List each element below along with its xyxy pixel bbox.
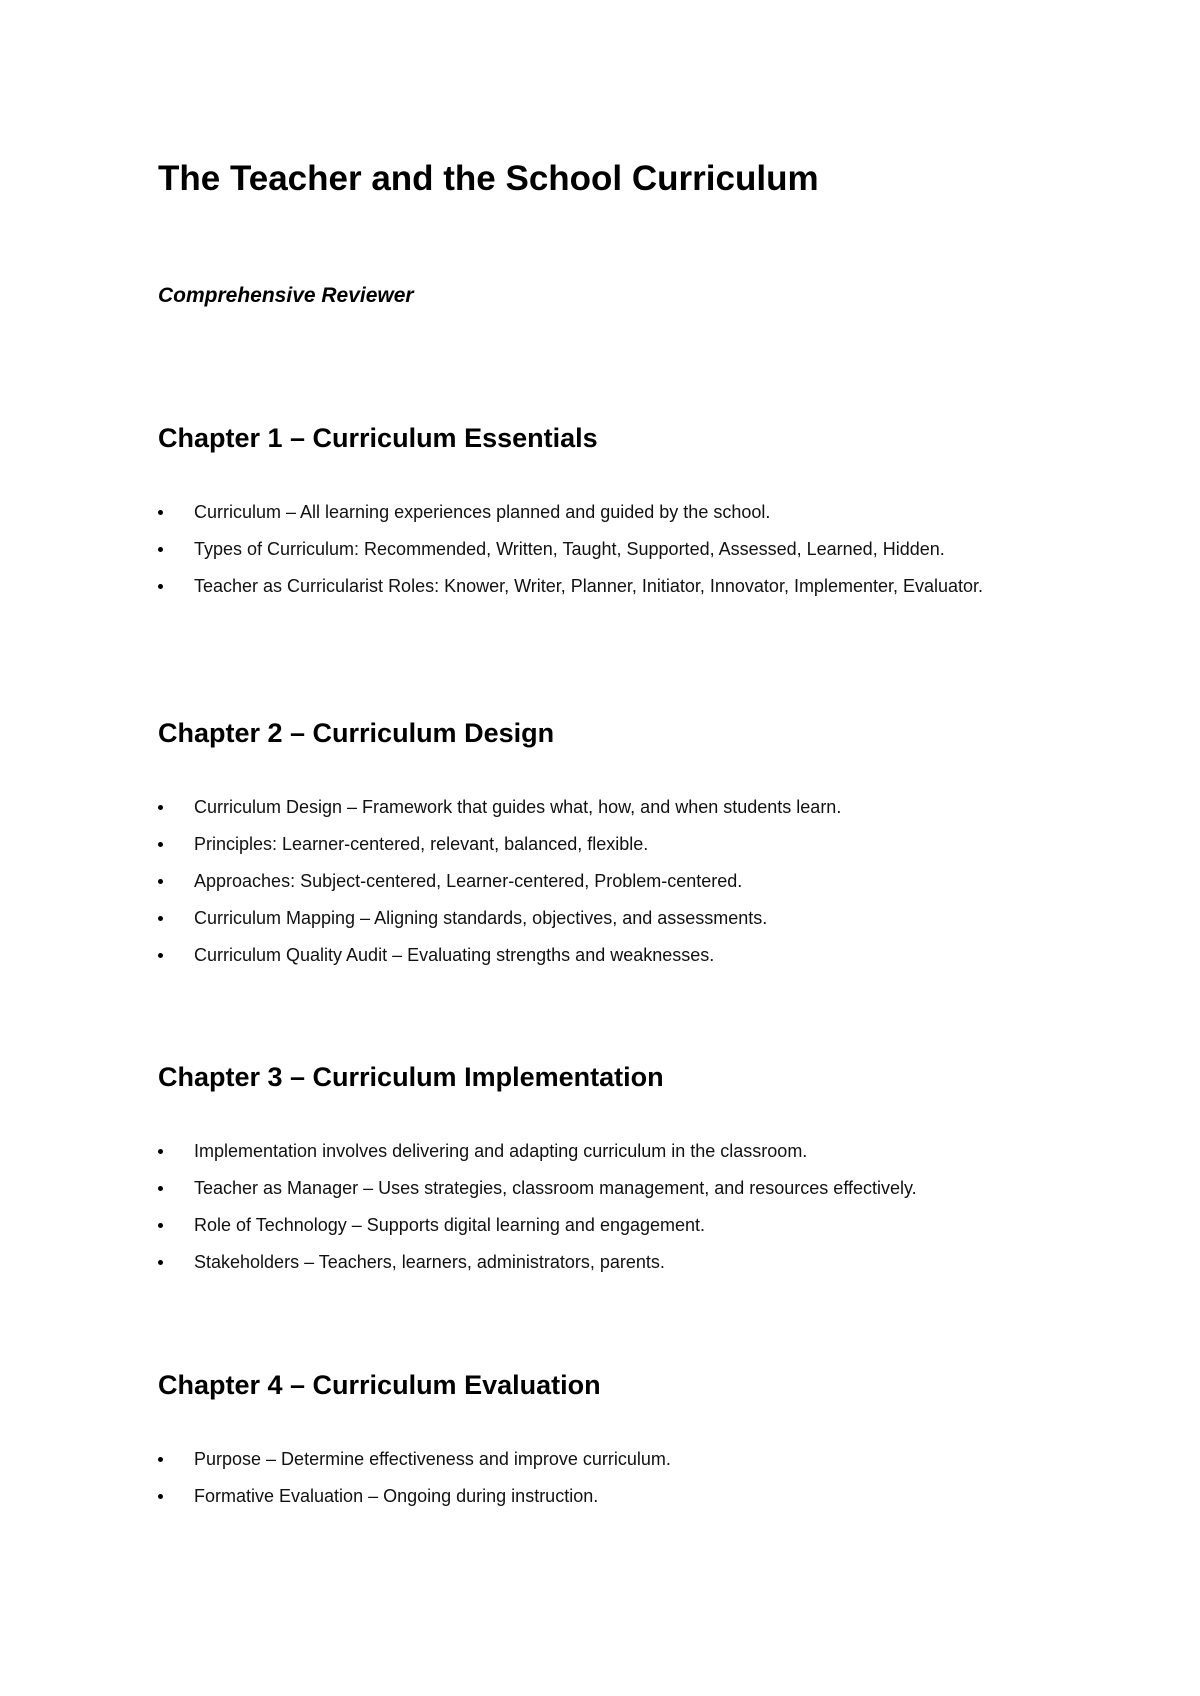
bullet-icon xyxy=(158,953,163,958)
chapter-heading: Chapter 2 – Curriculum Design xyxy=(158,718,555,748)
chapter-heading: Chapter 1 – Curriculum Essentials xyxy=(158,423,598,453)
bullet-icon xyxy=(158,1149,163,1154)
list-item xyxy=(158,1140,1058,1163)
list-item xyxy=(158,796,1058,819)
bullet-icon xyxy=(158,1186,163,1191)
document-subtitle: Comprehensive Reviewer xyxy=(158,284,414,307)
list-item xyxy=(158,870,1058,893)
chapter-heading: Chapter 3 – Curriculum Implementation xyxy=(158,1062,664,1092)
bullet-icon xyxy=(158,805,163,810)
bullet-list xyxy=(158,1448,1058,1508)
list-item-text: Curriculum Mapping – Aligning standards, objectives, and assessments. xyxy=(194,908,768,928)
list-item xyxy=(158,1485,1058,1508)
chapter-3-section xyxy=(158,1060,1058,1288)
bullet-list xyxy=(158,501,1058,598)
bullet-icon xyxy=(158,1494,163,1499)
bullet-icon xyxy=(158,842,163,847)
bullet-icon xyxy=(158,584,163,589)
bullet-list xyxy=(158,796,1058,967)
bullet-icon xyxy=(158,916,163,921)
list-item-text: Approaches: Subject-centered, Learner-centered, Problem-centered. xyxy=(194,871,743,891)
chapter-heading: Chapter 4 – Curriculum Evaluation xyxy=(158,1370,601,1400)
list-item xyxy=(158,1251,1058,1274)
chapter-4-section xyxy=(158,1368,1058,1522)
bullet-icon xyxy=(158,879,163,884)
list-item xyxy=(158,907,1058,930)
list-item xyxy=(158,1177,1058,1200)
document-title: The Teacher and the School Curriculum xyxy=(158,159,819,198)
bullet-list xyxy=(158,1140,1058,1274)
list-item-text: Formative Evaluation – Ongoing during instruction. xyxy=(194,1486,599,1506)
bullet-icon xyxy=(158,510,163,515)
list-item-text: Teacher as Manager – Uses strategies, classroom management, and resources effectively. xyxy=(194,1178,917,1198)
list-item-text: Purpose – Determine effectiveness and improve curriculum. xyxy=(194,1449,671,1469)
chapter-2-section xyxy=(158,716,1058,981)
chapter-1-section xyxy=(158,421,1058,612)
list-item xyxy=(158,1214,1058,1237)
list-item xyxy=(158,575,1058,598)
bullet-icon xyxy=(158,1223,163,1228)
bullet-icon xyxy=(158,1260,163,1265)
list-item-text: Curriculum Design – Framework that guides what, how, and when students learn. xyxy=(194,797,842,817)
list-item-text: Principles: Learner-centered, relevant, balanced, flexible. xyxy=(194,834,649,854)
list-item-text: Curriculum Quality Audit – Evaluating strengths and weaknesses. xyxy=(194,945,715,965)
list-item-text: Types of Curriculum: Recommended, Written, Taught, Supported, Assessed, Learned, Hidden. xyxy=(194,539,945,559)
list-item-text: Teacher as Curricularist Roles: Knower, Writer, Planner, Initiator, Innovator, Implementer, Evaluator. xyxy=(194,576,984,596)
list-item-text: Stakeholders – Teachers, learners, administrators, parents. xyxy=(194,1252,665,1272)
bullet-icon xyxy=(158,1457,163,1462)
list-item xyxy=(158,538,1058,561)
list-item xyxy=(158,944,1058,967)
list-item xyxy=(158,501,1058,524)
list-item xyxy=(158,1448,1058,1471)
list-item-text: Role of Technology – Supports digital learning and engagement. xyxy=(194,1215,706,1235)
list-item-text: Implementation involves delivering and adapting curriculum in the classroom. xyxy=(194,1141,808,1161)
bullet-icon xyxy=(158,547,163,552)
list-item-text: Curriculum – All learning experiences planned and guided by the school. xyxy=(194,502,771,522)
list-item xyxy=(158,833,1058,856)
